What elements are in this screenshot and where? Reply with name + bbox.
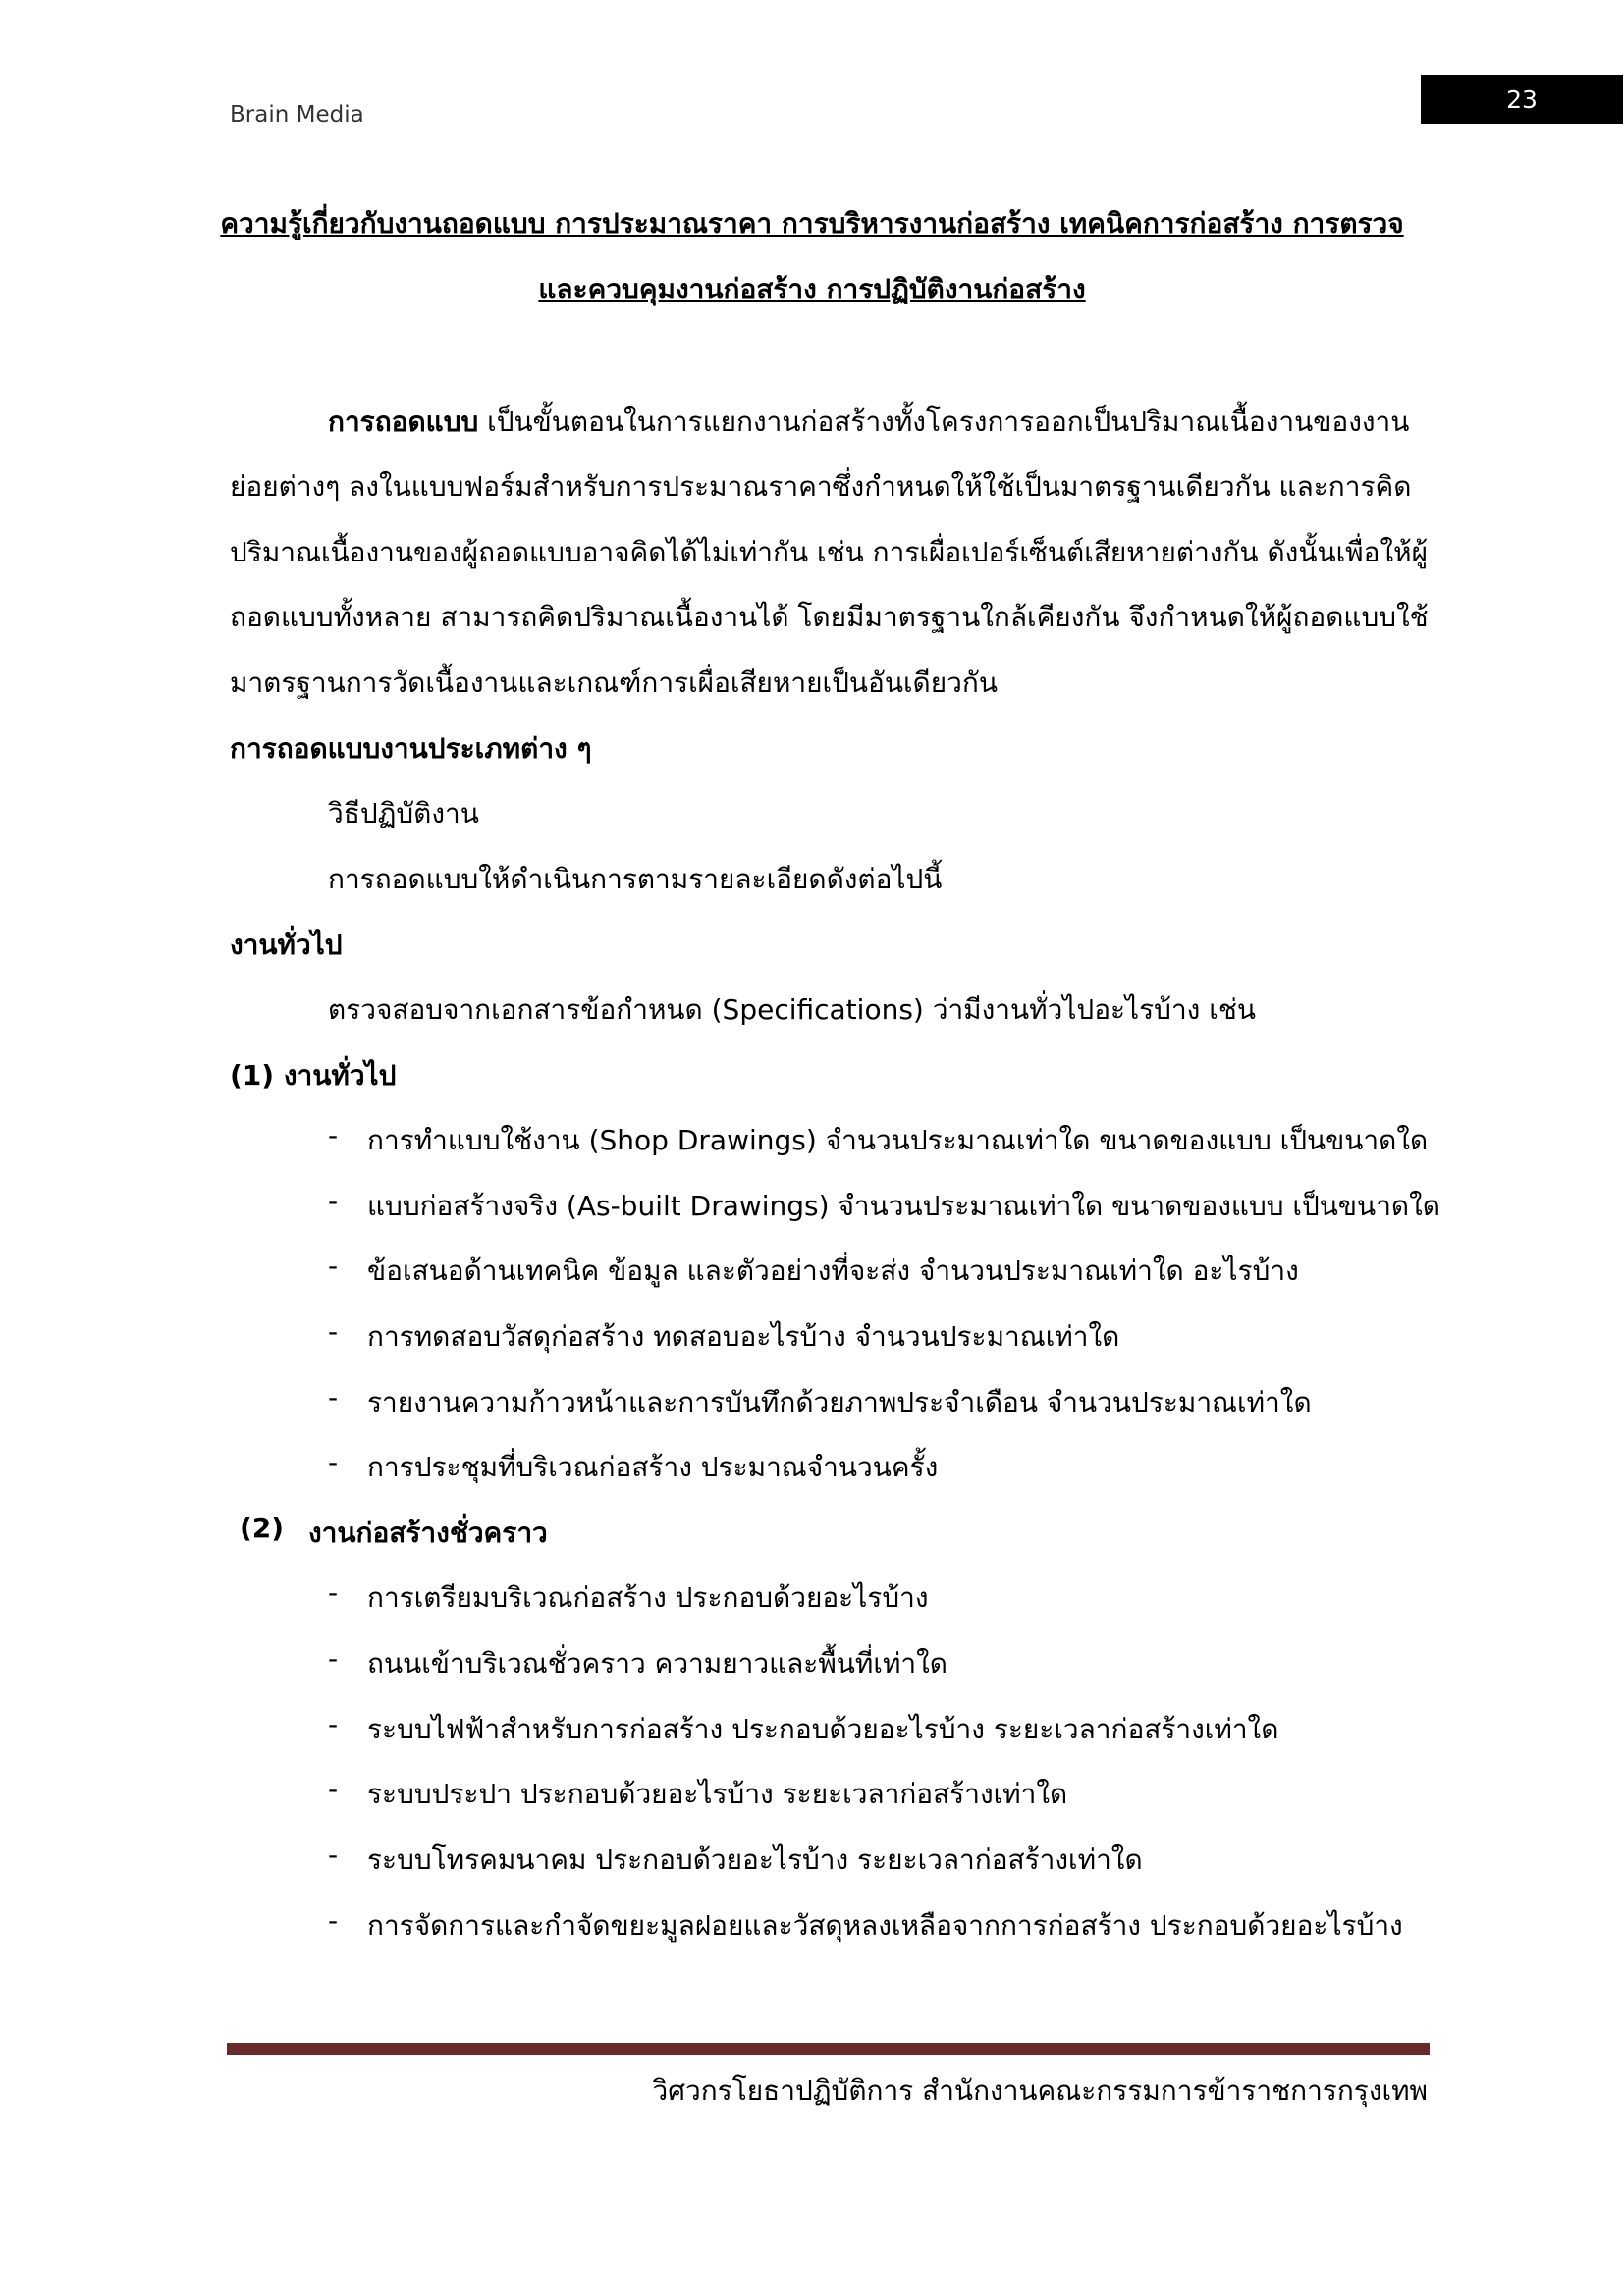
- list-bullet: -: [328, 1773, 339, 1805]
- general-work-heading: งานทั่วไป: [230, 929, 343, 961]
- list2-item-5: ระบบโทรคมนาคม ประกอบด้วยอะไรบ้าง ระยะเวลาก่อสร้างเท่าใด: [367, 1843, 1143, 1876]
- list2-item-2: ถนนเข้าบริเวณชั่วคราว ความยาวและพื้นที่เท่าใด: [367, 1647, 947, 1680]
- list2-item-4: ระบบประปา ประกอบด้วยอะไรบ้าง ระยะเวลาก่อสร้างเท่าใด: [367, 1778, 1068, 1810]
- list1-item-6: การประชุมที่บริเวณก่อสร้าง ประมาณจำนวนครั้ง: [367, 1451, 939, 1483]
- list1-item-1: การทำแบบใช้งาน (Shop Drawings) จำนวนประมาณเท่าใด ขนาดของแบบ เป็นขนาดใด: [367, 1124, 1429, 1156]
- list1-item-4: การทดสอบวัสดุก่อสร้าง ทดสอบอะไรบ้าง จำนวนประมาณเท่าใด: [367, 1320, 1120, 1353]
- list-bullet: -: [328, 1708, 339, 1740]
- list-bullet: -: [328, 1904, 339, 1937]
- list2-heading: งานก่อสร้างชั่วคราว: [308, 1517, 548, 1549]
- intro-line-2: ย่อยต่างๆ ลงในแบบฟอร์มสำหรับการประมาณราคาซึ่งกำหนดให้ใช้เป็นมาตรฐานเดียวกัน และการคิด: [230, 470, 1412, 503]
- intro-line-1-rest: เป็นขั้นตอนในการแยกงานก่อสร้างทั้งโครงการออกเป็นปริมาณเนื้องานของงาน: [478, 405, 1410, 438]
- section-types-heading: การถอดแบบงานประเภทต่าง ๆ: [230, 732, 592, 765]
- list2-item-6: การจัดการและกำจัดขยะมูลฝอยและวัสดุหลงเหลือจากการก่อสร้าง ประกอบด้วยอะไรบ้าง: [367, 1909, 1403, 1942]
- method-label: วิธีปฏิบัติงาน: [328, 797, 479, 829]
- header-brand: Brain Media: [230, 102, 364, 128]
- list-bullet: -: [328, 1185, 339, 1217]
- list-bullet: -: [328, 1839, 339, 1871]
- method-text: การถอดแบบให้ดำเนินการตามรายละเอียดดังต่อไปนี้: [328, 863, 943, 895]
- list1-heading: (1) งานทั่วไป: [230, 1059, 397, 1092]
- list1-item-2: แบบก่อสร้างจริง (As-built Drawings) จำนวนประมาณเท่าใด ขนาดของแบบ เป็นขนาดใด: [367, 1190, 1440, 1222]
- list-bullet: -: [328, 1315, 339, 1348]
- page-number: 23: [1421, 75, 1623, 124]
- intro-line-3: ปริมาณเนื้องานของผู้ถอดแบบอาจคิดได้ไม่เท่ากัน เช่น การเผื่อเปอร์เซ็นต์เสียหายต่างกัน ดังนั้นเพื่อให้ผู้: [230, 536, 1428, 568]
- intro-line-4: ถอดแบบทั้งหลาย สามารถคิดปริมาณเนื้องานได้ โดยมีมาตรฐานใกล้เคียงกัน จึงกำหนดให้ผู้ถอดแบบใช้: [230, 601, 1429, 633]
- general-work-text: ตรวจสอบจากเอกสารข้อกำหนด (Specifications) ว่ามีงานทั่วไปอะไรบ้าง เช่น: [328, 993, 1256, 1026]
- list-bullet: -: [328, 1381, 339, 1414]
- list2-item-3: ระบบไฟฟ้าสำหรับการก่อสร้าง ประกอบด้วยอะไรบ้าง ระยะเวลาก่อสร้างเท่าใด: [367, 1713, 1279, 1745]
- list1-item-3: ข้อเสนอด้านเทคนิค ข้อมูล และตัวอย่างที่จะส่ง จำนวนประมาณเท่าใด อะไรบ้าง: [367, 1255, 1299, 1287]
- title-line-2: และควบคุมงานก่อสร้าง การปฏิบัติงานก่อสร้าง: [538, 273, 1086, 305]
- title-line-1: ความรู้เกี่ยวกับงานถอดแบบ การประมาณราคา การบริหารงานก่อสร้าง เทคนิคการก่อสร้าง การตรวจ: [220, 207, 1404, 240]
- intro-line-5: มาตรฐานการวัดเนื้องานและเกณฑ์การเผื่อเสียหายเป็นอันเดียวกัน: [230, 667, 998, 699]
- list-bullet: -: [328, 1250, 339, 1282]
- footer-divider: [227, 2043, 1430, 2055]
- list-bullet: -: [328, 1119, 339, 1151]
- intro-lead-term: การถอดแบบ: [328, 405, 479, 438]
- intro-line-1: [328, 400, 1409, 444]
- list-bullet: -: [328, 1576, 339, 1609]
- list-bullet: -: [328, 1446, 339, 1478]
- footer-text: วิศวกรโยธาปฏิบัติการ สำนักงานคณะกรรมการข้าราชการกรุงเทพ: [652, 2074, 1428, 2107]
- list1-item-5: รายงานความก้าวหน้าและการบันทึกด้วยภาพประจำเดือน จำนวนประมาณเท่าใด: [367, 1386, 1312, 1418]
- list2-item-1: การเตรียมบริเวณก่อสร้าง ประกอบด้วยอะไรบ้าง: [367, 1581, 929, 1614]
- list2-number: (2): [240, 1512, 285, 1544]
- list-bullet: -: [328, 1642, 339, 1675]
